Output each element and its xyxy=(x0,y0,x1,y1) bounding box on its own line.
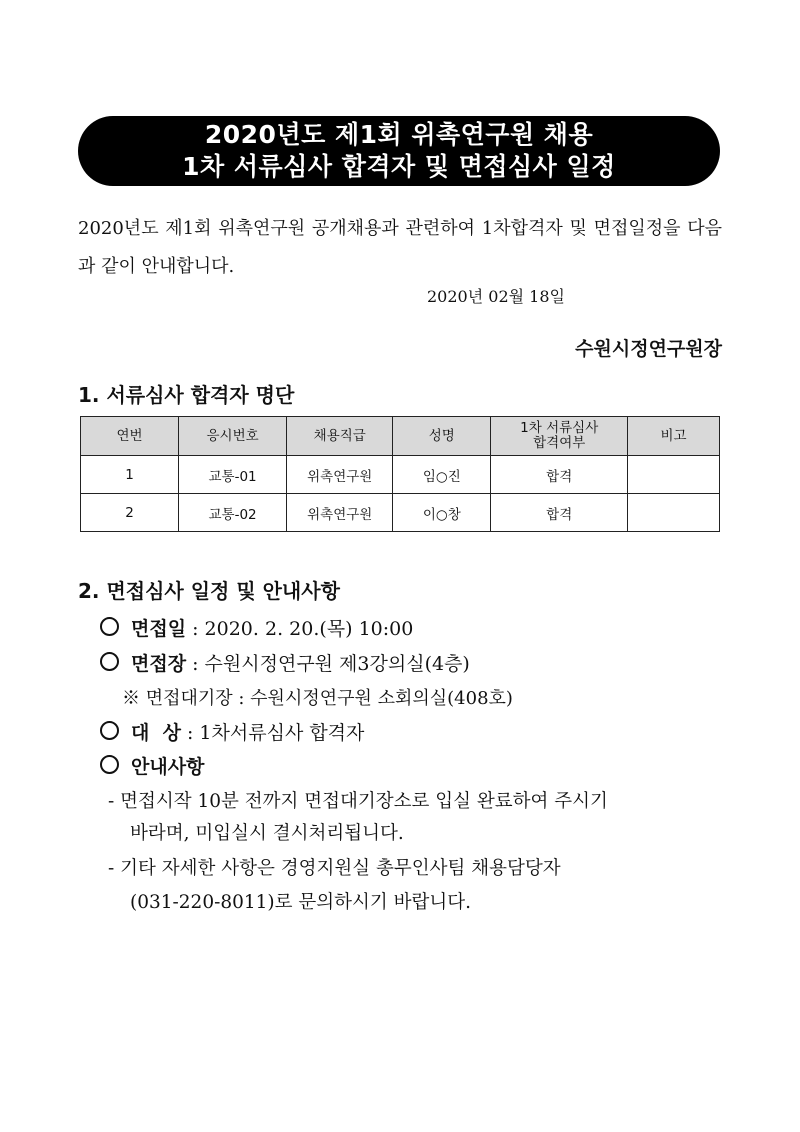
circle-bullet-icon xyxy=(100,755,119,774)
notice-item-2-cont: (031-220-8011)로 문의하시기 바랍니다. xyxy=(130,892,471,913)
table-row xyxy=(81,494,720,532)
circle-bullet-icon xyxy=(100,617,119,636)
target-line xyxy=(100,718,364,745)
notice-label: 안내사항 xyxy=(131,756,205,778)
target-value: : 1차서류심사 합격자 xyxy=(180,722,365,744)
table-cell: 교통-02 xyxy=(178,494,286,532)
table-cell: 합격 xyxy=(491,456,628,494)
table-cell: 이○창 xyxy=(393,494,491,532)
interview-place-line xyxy=(100,649,470,676)
table-cell xyxy=(628,456,720,494)
table-cell: 합격 xyxy=(491,494,628,532)
column-header: 채용직급 xyxy=(287,417,393,456)
notice-item-2: - 기타 자세한 사항은 경영지원실 총무인사팀 채용담당자 xyxy=(108,858,561,879)
column-header: 연번 xyxy=(81,417,179,456)
table-header-row xyxy=(81,417,720,456)
results-table xyxy=(80,416,720,532)
table-cell: 교통-01 xyxy=(178,456,286,494)
notice-line xyxy=(100,752,204,779)
interview-place-label: 면접장 xyxy=(131,653,187,675)
table-cell: 1 xyxy=(81,456,179,494)
notice-item-1-cont: 바라며, 미입실시 결시처리됩니다. xyxy=(130,823,404,844)
waiting-room-note: ※ 면접대기장 : 수원시정연구원 소회의실(408호) xyxy=(122,688,513,709)
interview-date-line xyxy=(100,614,413,641)
table-cell xyxy=(628,494,720,532)
organization-name: 수원시정연구원장 xyxy=(575,338,722,360)
column-header: 응시번호 xyxy=(178,417,286,456)
table-row xyxy=(81,456,720,494)
interview-place-value: : 수원시정연구원 제3강의실(4층) xyxy=(186,653,470,675)
table-cell: 임○진 xyxy=(393,456,491,494)
intro-paragraph: 2020년도 제1회 위촉연구원 공개채용과 관련하여 1차합격자 및 면접일정을 다음과 같이 안내합니다. xyxy=(78,218,722,277)
title-line-2: 1차 서류심사 합격자 및 면접심사 일정 xyxy=(182,152,616,181)
notice-date: 2020년 02월 18일 xyxy=(427,287,565,306)
section2-heading: 2. 면접심사 일정 및 안내사항 xyxy=(78,579,340,603)
title-line-1: 2020년도 제1회 위촉연구원 채용 xyxy=(204,120,594,149)
title-banner xyxy=(78,116,720,186)
interview-date-value: : 2020. 2. 20.(목) 10:00 xyxy=(186,618,414,640)
circle-bullet-icon xyxy=(100,652,119,671)
table-cell: 위촉연구원 xyxy=(287,456,393,494)
column-header: 비고 xyxy=(628,417,720,456)
notice-item-1: - 면접시작 10분 전까지 면접대기장소로 입실 완료하여 주시기 xyxy=(108,791,608,812)
table-cell: 2 xyxy=(81,494,179,532)
interview-date-label: 면접일 xyxy=(131,618,187,640)
circle-bullet-icon xyxy=(100,721,119,740)
column-header: 성명 xyxy=(393,417,491,456)
target-label: 대 상 xyxy=(131,722,181,744)
column-header: 1차 서류심사 합격여부 xyxy=(491,417,628,456)
section1-heading: 1. 서류심사 합격자 명단 xyxy=(78,383,295,407)
table-cell: 위촉연구원 xyxy=(287,494,393,532)
